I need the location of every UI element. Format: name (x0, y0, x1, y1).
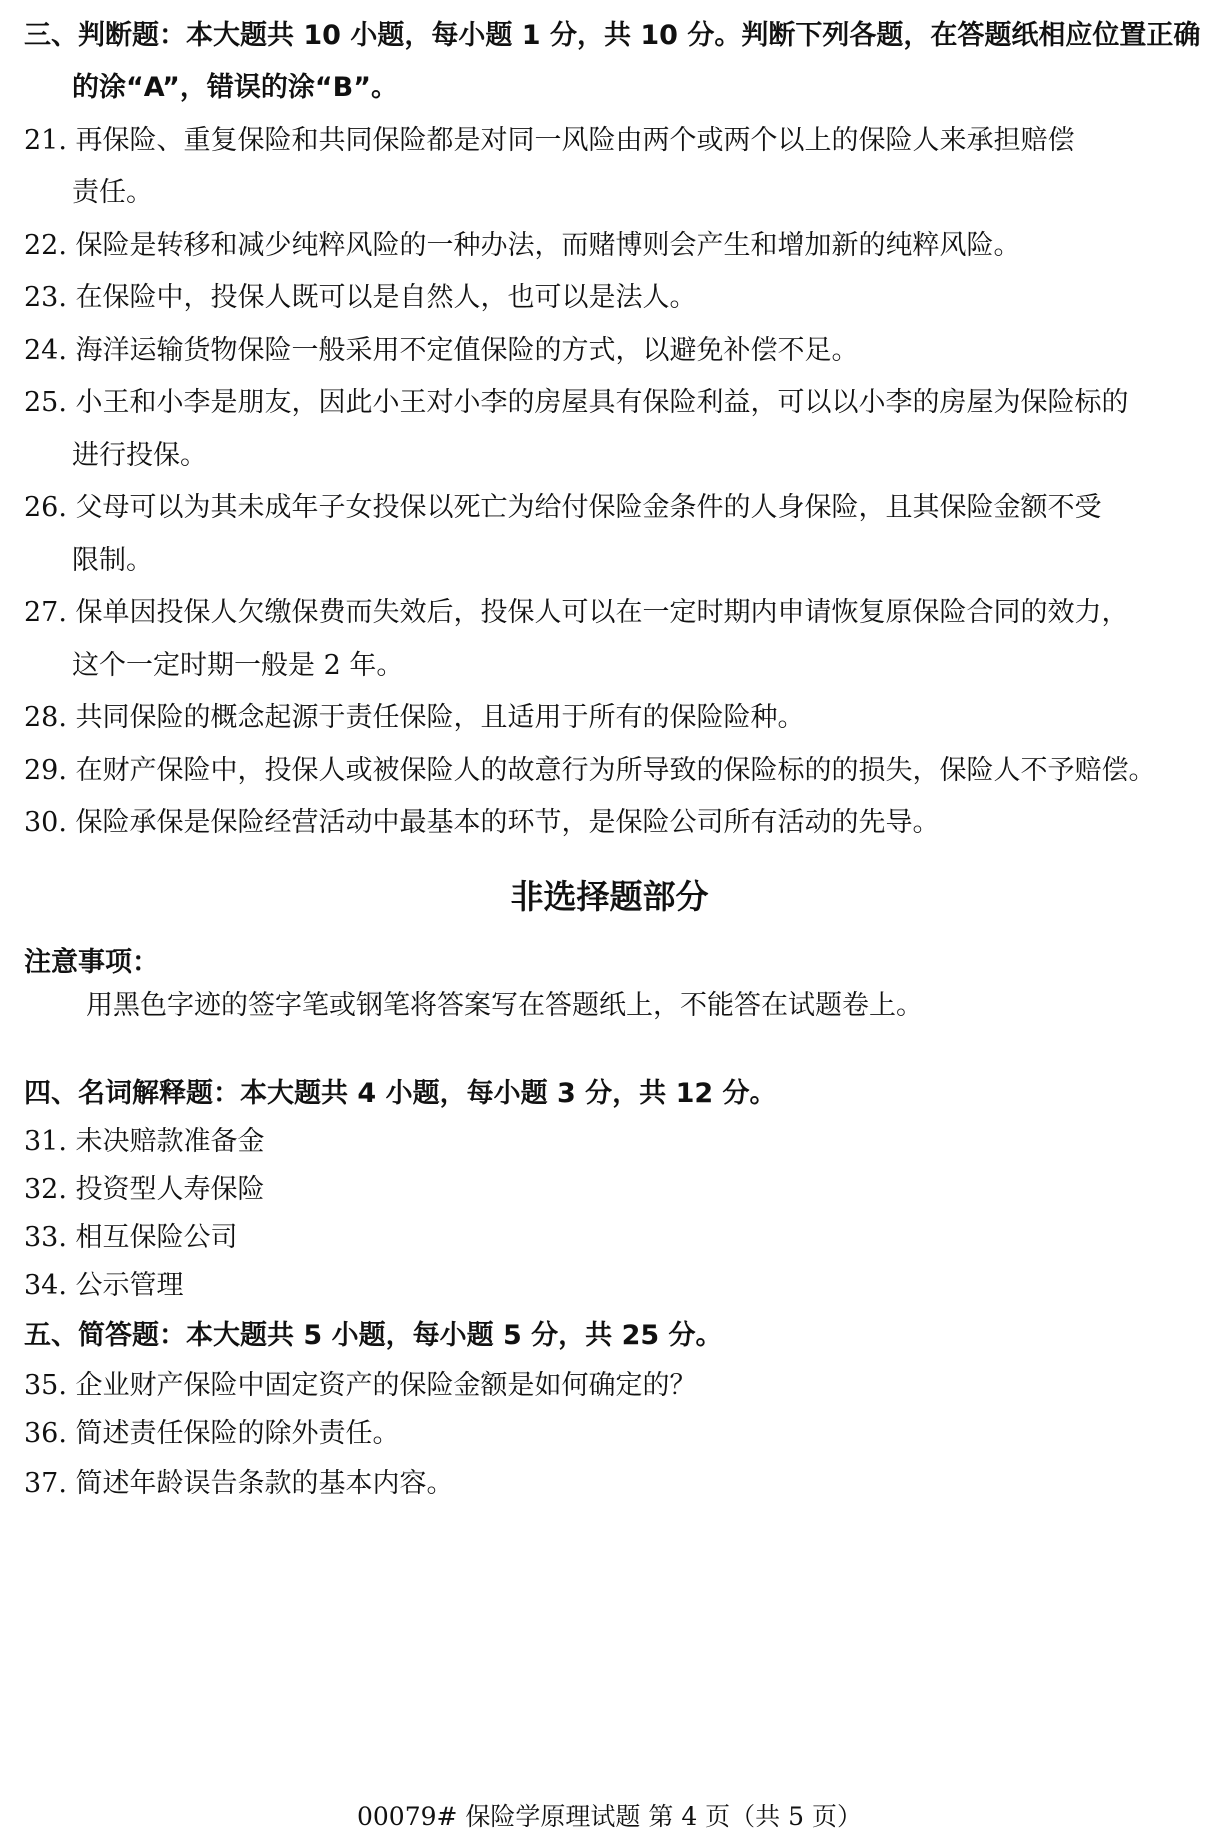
section3-heading-continued: 的涂“A”，错误的涂“B”。 (72, 72, 398, 103)
notice-label: 注意事项： (24, 947, 159, 978)
question-23: 23. 在保险中，投保人既可以是自然人，也可以是法人。 (24, 282, 697, 313)
question-27-continued: 这个一定时期一般是 2 年。 (72, 650, 404, 681)
question-21-continued: 责任。 (72, 177, 153, 208)
question-32: 32. 投资型人寿保险 (24, 1174, 265, 1205)
question-28: 28. 共同保险的概念起源于责任保险，且适用于所有的保险险种。 (24, 702, 805, 733)
question-22: 22. 保险是转移和减少纯粹风险的一种办法，而赌博则会产生和增加新的纯粹风险。 (24, 230, 1021, 261)
section3-heading: 三、判断题：本大题共 10 小题，每小题 1 分，共 10 分。判断下列各题，在答题纸相应位置正确 (24, 20, 1201, 51)
question-29: 29. 在财产保险中，投保人或被保险人的故意行为所导致的保险标的的损失，保险人不予赔偿。 (24, 755, 1156, 786)
question-25-continued: 进行投保。 (72, 440, 207, 471)
question-21: 21. 再保险、重复保险和共同保险都是对同一风险由两个或两个以上的保险人来承担赔偿 (24, 125, 1075, 156)
question-36: 36. 简述责任保险的除外责任。 (24, 1418, 400, 1449)
section4-heading: 四、名词解释题：本大题共 4 小题，每小题 3 分，共 12 分。 (24, 1078, 777, 1109)
question-25: 25. 小王和小李是朋友，因此小王对小李的房屋具有保险利益，可以以小李的房屋为保险标的 (24, 387, 1129, 418)
question-24: 24. 海洋运输货物保险一般采用不定值保险的方式，以避免补偿不足。 (24, 335, 859, 366)
question-33: 33. 相互保险公司 (24, 1222, 238, 1253)
question-27: 27. 保单因投保人欠缴保费而失效后，投保人可以在一定时期内申请恢复原保险合同的效力， (24, 597, 1129, 628)
question-26-continued: 限制。 (72, 545, 153, 576)
question-31: 31. 未决赔款准备金 (24, 1126, 265, 1157)
notice-text: 用黑色字迹的签字笔或钢笔将答案写在答题纸上，不能答在试题卷上。 (86, 990, 923, 1021)
question-30: 30. 保险承保是保险经营活动中最基本的环节，是保险公司所有活动的先导。 (24, 807, 940, 838)
question-37: 37. 简述年龄误告条款的基本内容。 (24, 1468, 454, 1499)
question-34: 34. 公示管理 (24, 1270, 184, 1301)
page-footer: 00079# 保险学原理试题 第 4 页（共 5 页） (357, 1802, 862, 1831)
question-35: 35. 企业财产保险中固定资产的保险金额是如何确定的？ (24, 1370, 697, 1401)
question-26: 26. 父母可以为其未成年子女投保以死亡为给付保险金条件的人身保险，且其保险金额不受 (24, 492, 1102, 523)
part-title: 非选择题部分 (510, 877, 709, 916)
section5-heading: 五、简答题：本大题共 5 小题，每小题 5 分，共 25 分。 (24, 1320, 723, 1351)
